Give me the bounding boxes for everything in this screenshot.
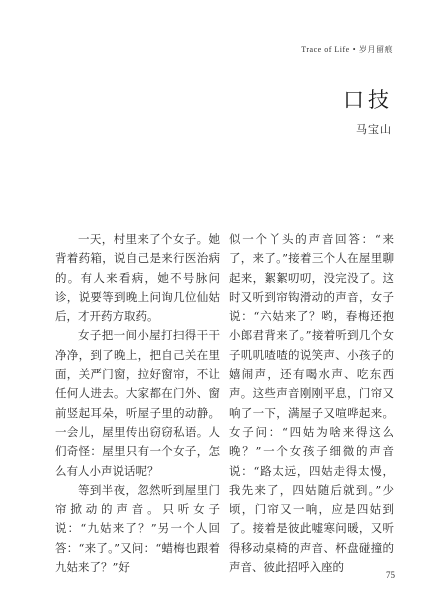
header-separator: • [352, 45, 356, 54]
paragraph: 等到半夜，忽然听到屋里门帘掀动的声音。只听女子说：“九姑来了？”另一个人回答：“来了。”又问：“蜡梅也跟着九姑来了？”好 [55, 482, 220, 575]
paragraph: 女子把一间小屋打扫得干干净净，到了晚上，把自己关在里面，关严门窗，拉好窗帘，不让任何人进去。大家都在门外、窗前竖起耳朵，听屋子里的动静。一会儿，屋里传出窃窃私语。人们奇怪：屋里只有一个女子，怎么有人小声说话呢？ [55, 328, 220, 478]
series-title-en: Trace of Life [301, 45, 350, 54]
running-header [301, 44, 393, 55]
article-title: 口技 [343, 88, 393, 112]
article-author: 马宝山 [356, 123, 392, 136]
paragraph-continued: 似一个丫头的声音回答：“来了，来了。”接着三个人在屋里聊起来，絮絮叨叨，没完没了。这时又听到帘钩滑动的声音，女子说：“六姑来了？哟，春梅还抱小郎君背来了。”接着听到几个女子叽叽喳喳的说笑声、小孩子的嬉闹声，还有喝水声、吃东西声。这些声音刚刚平息，门帘又响了一下，满屋子又喧哗起来。女子问：“四姑为啥来得这么晚？”一个女孩子细微的声音说：“路太远，四姑走得太慢，我先来了，四姑随后就到。”少顷，门帘又一响，应是四姑到了。接着是彼此嘘寒问暖，又听得移动桌椅的声音、杯盘碰撞的声音、彼此招呼入座的 [229, 232, 394, 575]
left-text-column [55, 230, 220, 577]
paragraph: 一天，村里来了个女子。她背着药箱，说自己是来行医治病的。有人来看病，她不号脉问诊，说要等到晚上问询几位仙姑后，才开药方取药。 [55, 232, 220, 324]
page-number: 75 [386, 570, 395, 580]
series-title-cn: 岁月留痕 [359, 45, 393, 54]
right-text-column [229, 230, 394, 577]
